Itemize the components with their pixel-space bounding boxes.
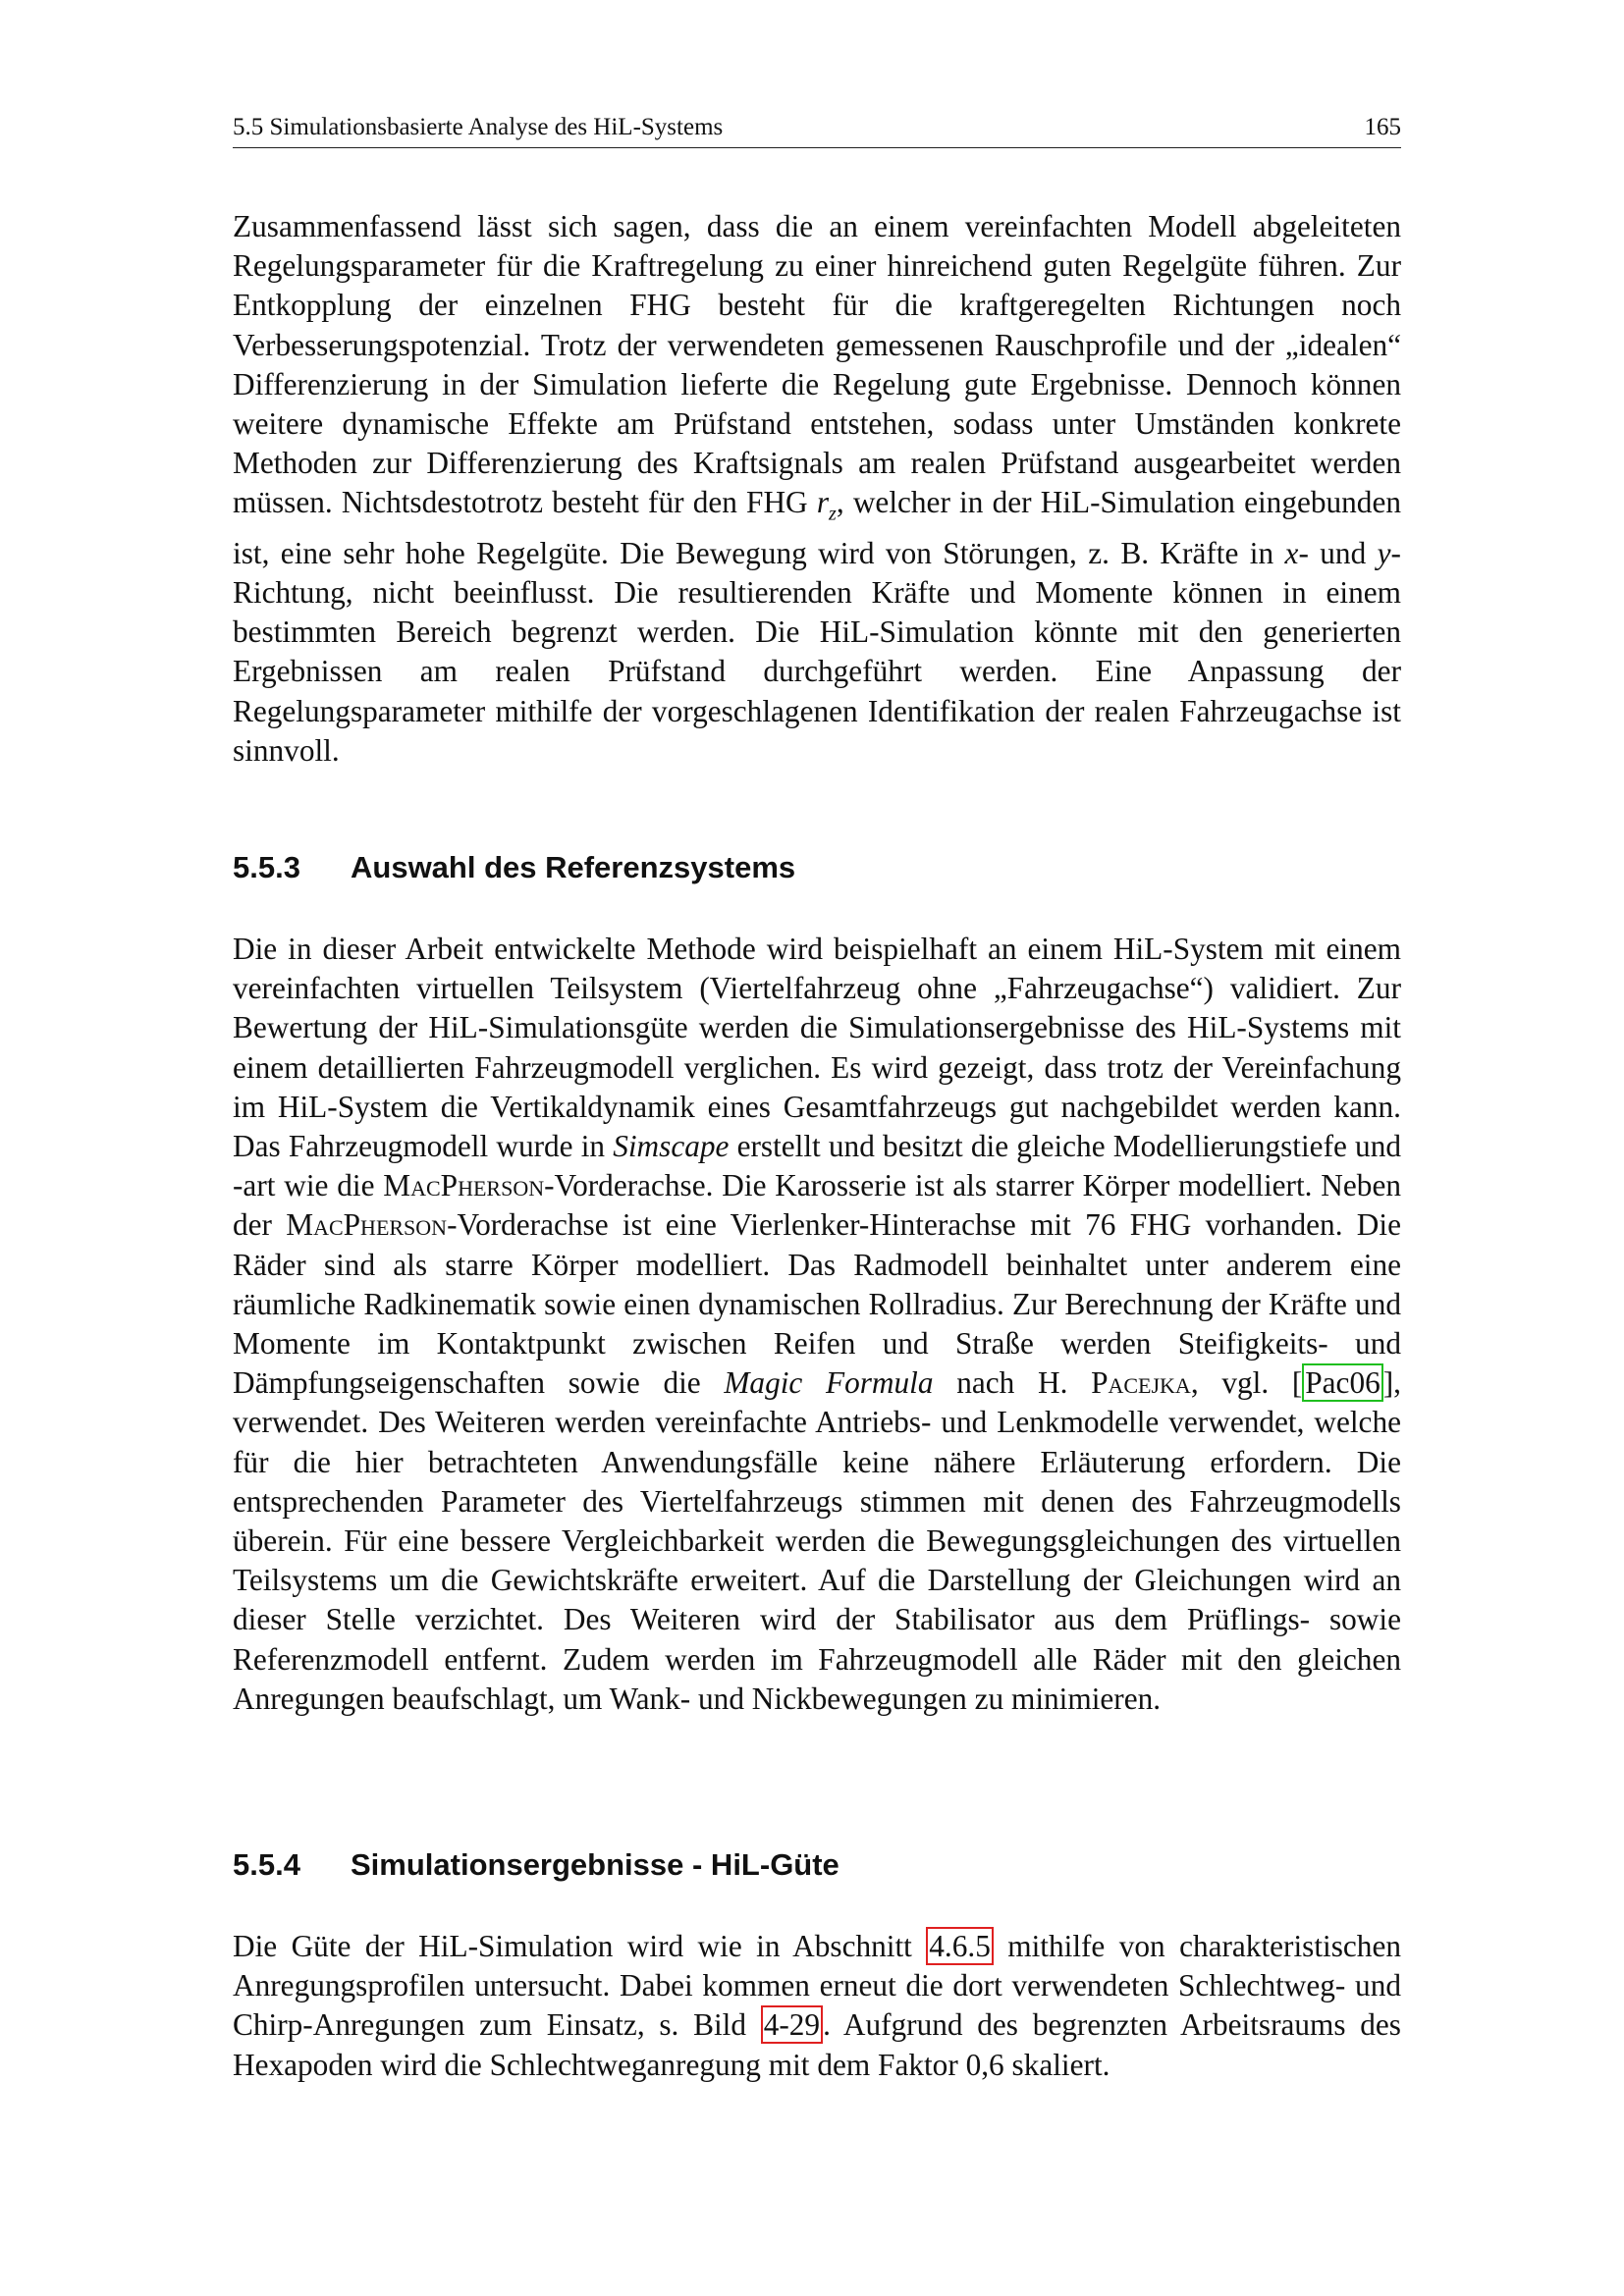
paragraph-hil-quality [233, 1927, 1401, 2085]
text-run: Zusammenfassend lässt sich sagen, dass die an einem vereinfachten Modell abgeleiteten Regelungsparameter für die Kraftregelung zu einer hinreichend guten Regelgüte führen. Zur Entkopplung der einzelnen FHG besteht für die kraftgeregelten Richtungen noch Verbesserungspotenzial. Trotz der verwendeten gemessenen Rauschprofile und der „idealen“ Differenzierung in der Simulation lieferte die Regelung gute Ergebnisse. Dennoch können weitere dynamische Effekte am Prüfstand entstehen, sodass unter Umständen konkrete Methoden zur Differenzierung des Kraftsignals am realen Prüfstand ausgearbeitet werden müssen. Nichtsdestotrotz besteht für den FHG [233, 209, 1401, 520]
text-run: -Richtung, nicht beeinflusst. Die resultierenden Kräfte und Momente können in einem bestimmten Bereich begrenzt werden. Die HiL-Simulation könnte mit den generierten Ergebnissen am realen Prüfstand durchgeführt werden. Eine Anpassung der Regelungsparameter mithilfe der vorgeschlagenen Identifikation der realen Fahrzeugachse ist sinnvoll. [233, 535, 1401, 768]
paragraph-reference-system [233, 930, 1401, 1719]
emphasis-simscape: Simscape [613, 1129, 730, 1164]
text-run: nach H. [933, 1365, 1092, 1401]
section-title: Auswahl des Referenzsystems [351, 850, 796, 884]
text-run: -Vorderachse ist eine Vierlenker-Hinterachse mit 76 FHG vorhanden. Die Räder sind als starre Körper modelliert. Das Radmodell beinhaltet unter anderem eine räumliche Radkinematik sowie einen dynamischen Rollradius. Zur Berechnung der Kräfte und Momente im Kontaktpunkt zwischen Reifen und Straße werden Steifigkeits- und Dämpfungseigenschaften sowie die [233, 1207, 1401, 1401]
paragraph-summary [233, 207, 1401, 771]
section-heading-5-5-3 [233, 850, 795, 885]
page-number: 165 [1364, 114, 1401, 140]
text-run: , welcher in der HiL-Simulation eingebunden ist, eine sehr hohe Regelgüte. Die Bewegung wird von Störungen, z. B. Kräfte in [233, 485, 1401, 570]
figure-reference-link[interactable]: 4-29 [761, 2005, 823, 2044]
math-r: r [816, 485, 830, 520]
text-run: . Aufgrund des begrenzten Arbeitsraums des Hexapoden wird die Schlechtweganregung mit dem Faktor 0,6 skaliert. [233, 2007, 1401, 2082]
section-title: Simulationsergebnisse - HiL-Güte [351, 1847, 839, 1882]
math-x: x [1284, 535, 1299, 570]
section-number: 5.5.4 [233, 1847, 300, 1882]
running-header [233, 114, 1401, 148]
name-macpherson: MacPherson [383, 1168, 545, 1203]
text-run: - und [1298, 535, 1378, 570]
section-reference-link[interactable]: 4.6.5 [926, 1927, 994, 1965]
text-run: Die Güte der HiL-Simulation wird wie in Abschnitt [233, 1929, 927, 1963]
text-run: mithilfe von charakteristischen Anregungsprofilen untersucht. Dabei kommen erneut die dort verwendeten Schlechtweg- und Chirp-Anregungen zum Einsatz, s. Bild [233, 1929, 1401, 2043]
name-macpherson: MacPherson [286, 1207, 448, 1243]
section-heading-5-5-4 [233, 1847, 839, 1883]
header-section-title: 5.5 Simulationsbasierte Analyse des HiL-Systems [233, 114, 724, 140]
emphasis-magic-formula: Magic Formula [724, 1365, 934, 1401]
text-run: -Vorderachse. Die Karosserie ist als starrer Körper modelliert. Neben der [233, 1168, 1401, 1243]
text-run: Die in dieser Arbeit entwickelte Methode wird beispielhaft an einem HiL-System mit einem vereinfachten virtuellen Teilsystem (Viertelfahrzeug ohne „Fahrzeugachse“) validiert. Zur Bewertung der HiL-Simulationsgüte werden die Simulationsergebnisse des HiL-Systems mit einem detaillierten Fahrzeugmodell verglichen. Es wird gezeigt, dass trotz der Vereinfachung im HiL-System die Vertikaldynamik eines Gesamtfahrzeugs gut nachgebildet werden kann. Das Fahrzeugmodell wurde in [233, 932, 1401, 1164]
math-y: y [1377, 535, 1391, 570]
text-run: , vgl. [ [1190, 1365, 1303, 1401]
text-run: erstellt und besitzt die gleiche Modellierungstiefe und -art wie die [233, 1129, 1401, 1203]
section-number: 5.5.3 [233, 850, 300, 884]
citation-link[interactable]: Pac06 [1302, 1363, 1383, 1402]
text-run: ], verwendet. Des Weiteren werden vereinfachte Antriebs- und Lenkmodelle verwendet, welche für die hier betrachteten Anwendungsfälle keine nähere Erläuterung erfordern. Die entsprechenden Parameter des Viertelfahrzeugs stimmen mit denen des Fahrzeugmodells überein. Für eine bessere Vergleichbarkeit werden die Bewegungsgleichungen des virtuellen Teilsystems um die Gewichtskräfte erweitert. Auf die Darstellung der Gleichungen wird an dieser Stelle verzichtet. Des Weiteren wird der Stabilisator aus dem Prüflings- sowie Referenzmodell entfernt. Zudem werden im Fahrzeugmodell alle Räder mit den gleichen Anregungen beaufschlagt, um Wank- und Nickbewegungen zu minimieren. [233, 1365, 1401, 1716]
math-z: z [829, 503, 837, 525]
name-pacejka: Pacejka [1091, 1365, 1191, 1401]
